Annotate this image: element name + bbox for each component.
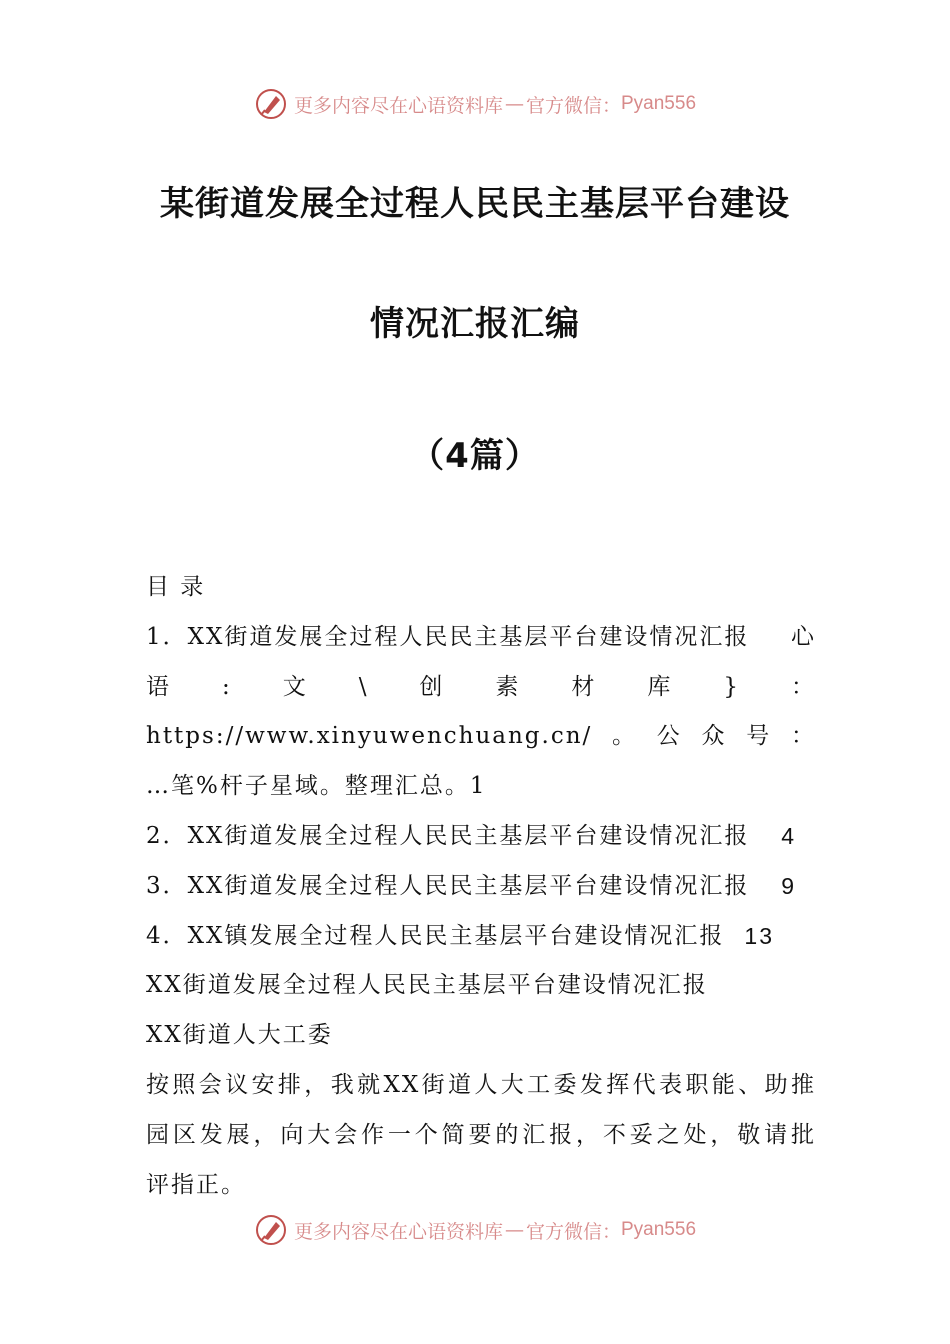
watermark-text: 更多内容尽在心语资料库 bbox=[293, 94, 503, 117]
watermark-label: 官方微信： bbox=[525, 94, 621, 117]
watermark-brand: Pyan556 bbox=[621, 1219, 697, 1240]
toc-item-label: 3．XX街道发展全过程人民民主基层平台建设情况汇报 bbox=[146, 872, 750, 899]
toc-item bbox=[146, 912, 774, 962]
document-body bbox=[146, 563, 816, 1210]
toc-item-1-line3: …笔%杆子星域。整理汇总。1 bbox=[146, 773, 487, 800]
section-heading: XX街道发展全过程人民民主基层平台建设情况汇报 bbox=[146, 972, 708, 999]
toc-item-1-label: 1．XX街道发展全过程人民民主基层平台建设情况汇报 bbox=[146, 623, 750, 650]
watermark-dash: — bbox=[504, 93, 524, 115]
toc-item-page: 13 bbox=[744, 922, 774, 949]
toc-item-label: 4．XX镇发展全过程人民民主基层平台建设情况汇报 bbox=[146, 922, 725, 949]
watermark-label: 官方微信： bbox=[525, 1220, 621, 1243]
toc-item-1-tail: 心 bbox=[791, 623, 816, 650]
toc-item-1-line2: 语:文\创素材库}：https://www.xinyuwenchuang.cn/。公众号： bbox=[146, 673, 816, 750]
header-watermark bbox=[0, 84, 950, 124]
toc-item-1-line1 bbox=[146, 613, 816, 663]
paragraph-line: 评指正。 bbox=[146, 1171, 246, 1198]
toc-item-label: 2．XX街道发展全过程人民民主基层平台建设情况汇报 bbox=[146, 822, 750, 849]
document-title-count: （4篇） bbox=[410, 436, 540, 476]
toc-item bbox=[146, 862, 796, 912]
paragraph-line: 按照会议安排，我就XX街道人大工委发挥代表职能、助推 bbox=[146, 1071, 816, 1098]
paragraph-line: 园区发展，向大会作一个简要的汇报，不妥之处，敬请批 bbox=[146, 1121, 816, 1148]
toc-item bbox=[146, 812, 796, 862]
toc-heading: 目 录 bbox=[146, 574, 206, 600]
toc-item-page: 4 bbox=[781, 822, 796, 849]
watermark-brand: Pyan556 bbox=[621, 93, 697, 114]
pen-nib-logo-icon bbox=[254, 1213, 288, 1247]
watermark-dash: — bbox=[504, 1219, 524, 1241]
toc-item-page: 9 bbox=[781, 872, 796, 899]
pen-nib-logo-icon bbox=[254, 87, 288, 121]
footer-watermark bbox=[0, 1210, 950, 1250]
document-title-line2: 情况汇报汇编 bbox=[370, 304, 580, 344]
section-subheading: XX街道人大工委 bbox=[146, 1022, 333, 1049]
watermark-text: 更多内容尽在心语资料库 bbox=[293, 1220, 503, 1243]
document-title-line1: 某街道发展全过程人民民主基层平台建设 bbox=[160, 184, 790, 224]
